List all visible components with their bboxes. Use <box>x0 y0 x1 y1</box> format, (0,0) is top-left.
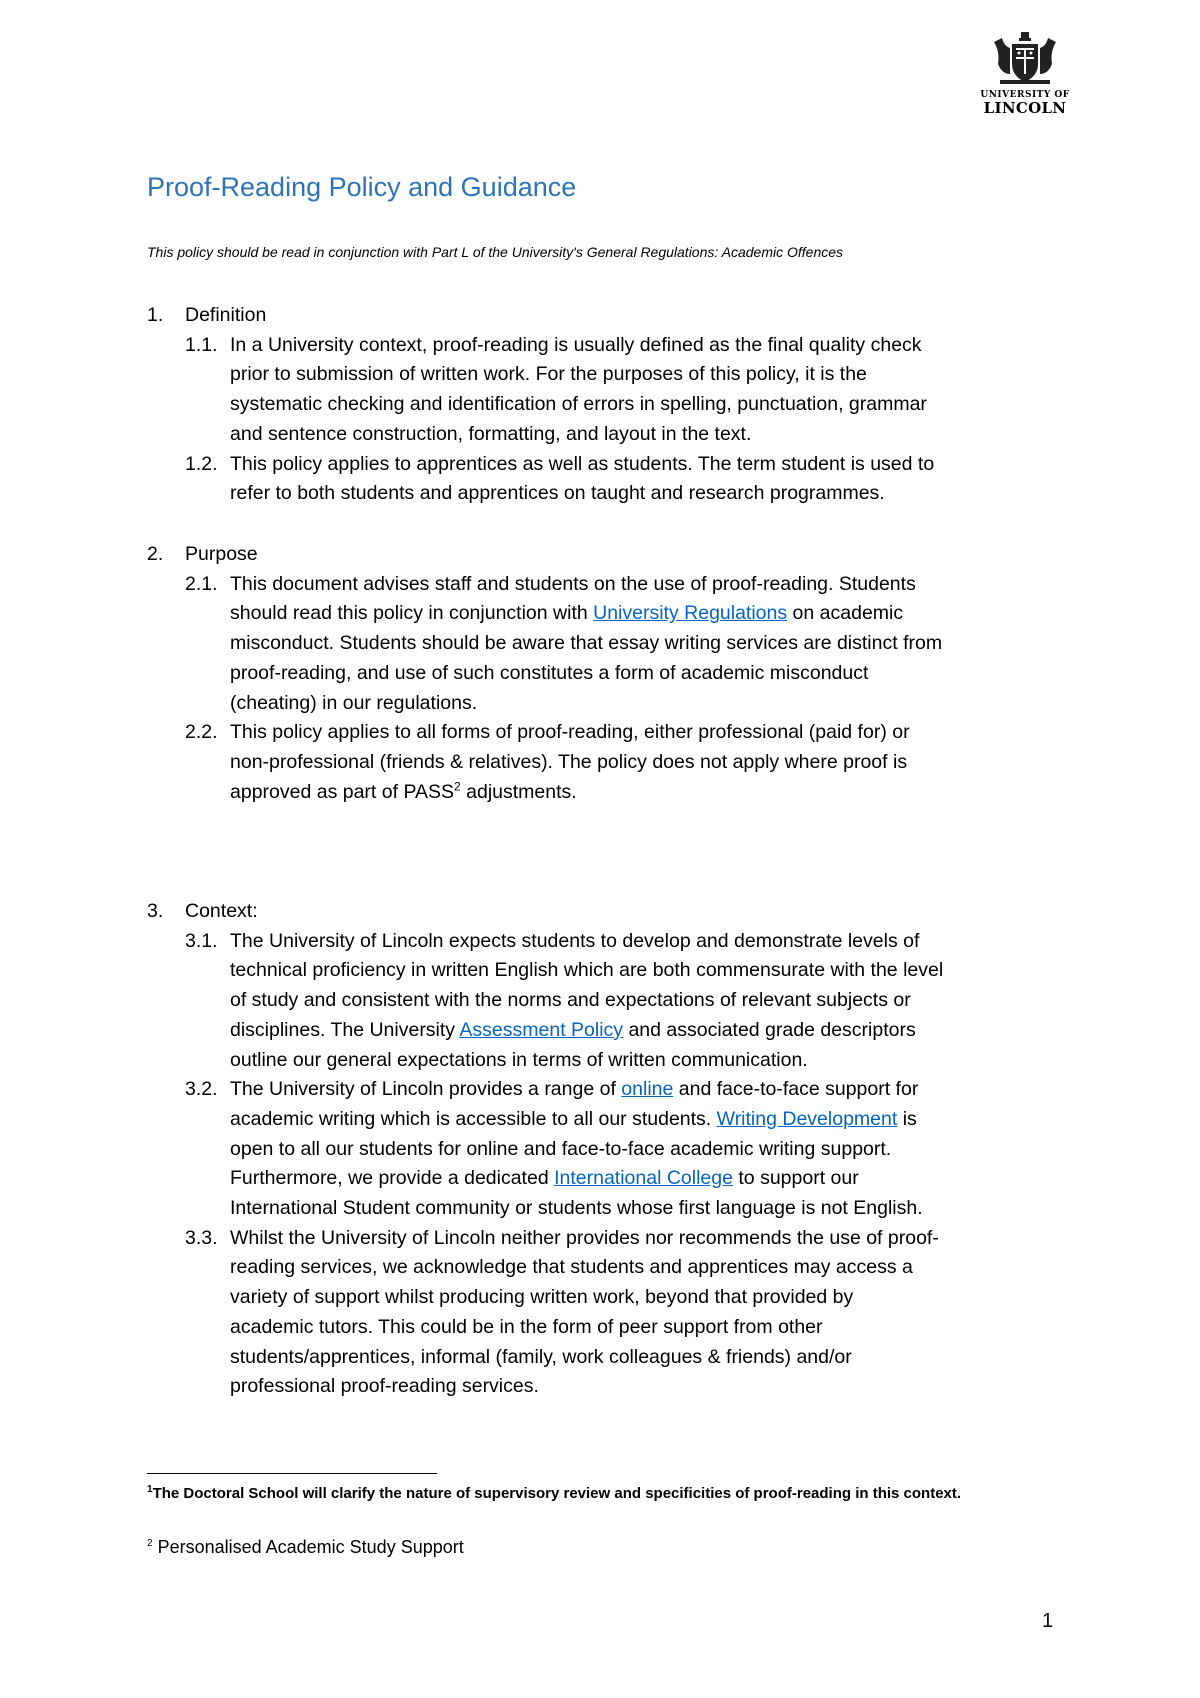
item-text: Whilst the University of Lincoln neither provides nor recommends the use of proof- reading services, we acknowledge that students and apprentices may access a variety of support whilst producing written work, beyond that provided by academic tutors. This could be in the form of peer support from other students/apprentices, informal (family, work colleagues & friends) and/or professional proof-reading services. <box>230 1226 939 1398</box>
list-item <box>185 1075 1060 1224</box>
subtitle: This policy should be read in conjunction with Part L of the University's General Regulations: Academic Offences <box>147 244 844 260</box>
item-text <box>230 927 1060 1076</box>
footnote-divider <box>147 1473 437 1474</box>
list-item <box>185 570 1060 719</box>
text-run: to support our International Student community or students whose first language is not English. <box>230 1167 923 1220</box>
page-number: 1 <box>1042 1610 1054 1632</box>
footnote-mark: 1 <box>147 1484 153 1495</box>
assessment-policy-link[interactable]: Assessment Policy <box>459 1018 624 1041</box>
section-heading <box>147 897 1060 927</box>
text-run: on academic misconduct. Students should be aware that essay writing services are distinct from proof-reading, and use of such constitutes a form of academic misconduct (cheating) in our regulations. <box>230 602 943 714</box>
university-regulations-link[interactable]: University Regulations <box>593 602 788 625</box>
item-number: 3.1. <box>185 929 218 952</box>
text-run: This policy applies to all forms of proof-reading, either professional (paid for) or non-professional (friends & relatives). The policy does not apply where proof is approved as part of PASS <box>230 721 910 803</box>
list-item <box>185 927 1060 1076</box>
footnote-2 <box>147 1537 464 1558</box>
online-link[interactable]: online <box>621 1078 674 1101</box>
text-run: and face-to-face support for academic writing which is accessible to all our students. <box>230 1078 919 1130</box>
item-number: 1.1. <box>185 333 218 356</box>
logo-line-2: LINCOLN <box>983 99 1067 117</box>
item-number: 2.2. <box>185 721 218 744</box>
footnote-text: The Doctoral School will clarify the nature of supervisory review and specificities of proof-reading in this context. <box>152 1485 962 1502</box>
footnote-1 <box>147 1482 1027 1506</box>
section-heading <box>147 301 1060 331</box>
writing-development-link[interactable]: Writing Development <box>716 1107 898 1130</box>
footnote-mark: 2 <box>147 1538 153 1549</box>
section-definition <box>147 301 1060 509</box>
item-number: 1.2. <box>185 452 218 475</box>
section-title: Purpose <box>185 543 258 565</box>
list-item <box>185 718 1060 807</box>
section-context <box>147 897 1060 1402</box>
item-text: In a University context, proof-reading is usually defined as the final quality check prior to submission of written work. For the purposes of this policy, it is the systematic checking and identification of errors in spelling, punctuation, grammar and sentence construction, formatting, and layout in the text. <box>230 333 927 445</box>
item-number: 3.3. <box>185 1226 218 1249</box>
text-run: and associated grade descriptors outline our general expectations in terms of written communication. <box>230 1018 916 1071</box>
logo-line-1: UNIVERSITY OF <box>980 90 1070 100</box>
item-number: 3.2. <box>185 1078 218 1101</box>
section-number: 3. <box>147 900 164 922</box>
list-item <box>185 331 1060 450</box>
footnote-ref[interactable]: 2 <box>454 779 461 794</box>
section-purpose <box>147 540 1060 807</box>
footnote-text: Personalised Academic Study Support <box>152 1537 464 1557</box>
item-text <box>230 570 1060 719</box>
item-text <box>230 718 1060 807</box>
item-text <box>230 1075 1060 1224</box>
section-heading <box>147 540 1060 570</box>
text-run: adjustments. <box>460 780 577 803</box>
crest-icon <box>990 30 1060 88</box>
university-logo <box>980 30 1070 116</box>
section-number: 2. <box>147 543 164 565</box>
item-number: 2.1. <box>185 572 218 595</box>
item-text: This policy applies to apprentices as well as students. The term student is used to refer to both students and apprentices on taught and research programmes. <box>230 452 935 505</box>
text-run: The University of Lincoln expects students to develop and demonstrate levels of technical proficiency in written English which are both commensurate with the level of study and consistent with the norms and expectations of relevant subjects or disciplines. The University <box>230 929 944 1041</box>
international-college-link[interactable]: International College <box>554 1167 733 1190</box>
text-run: The University of Lincoln provides a range of <box>230 1078 622 1101</box>
section-title: Context: <box>185 900 258 922</box>
section-number: 1. <box>147 304 164 326</box>
text-run: This document advises staff and students on the use of proof-reading. Students should read this policy in conjunction with <box>230 572 916 625</box>
list-item <box>185 450 1060 509</box>
section-title: Definition <box>185 304 267 326</box>
list-item <box>185 1224 1060 1402</box>
text-run: is open to all our students for online and face-to-face academic writing support. Furthermore, we provide a dedicated <box>230 1107 917 1190</box>
page-title: Proof-Reading Policy and Guidance <box>147 172 577 202</box>
